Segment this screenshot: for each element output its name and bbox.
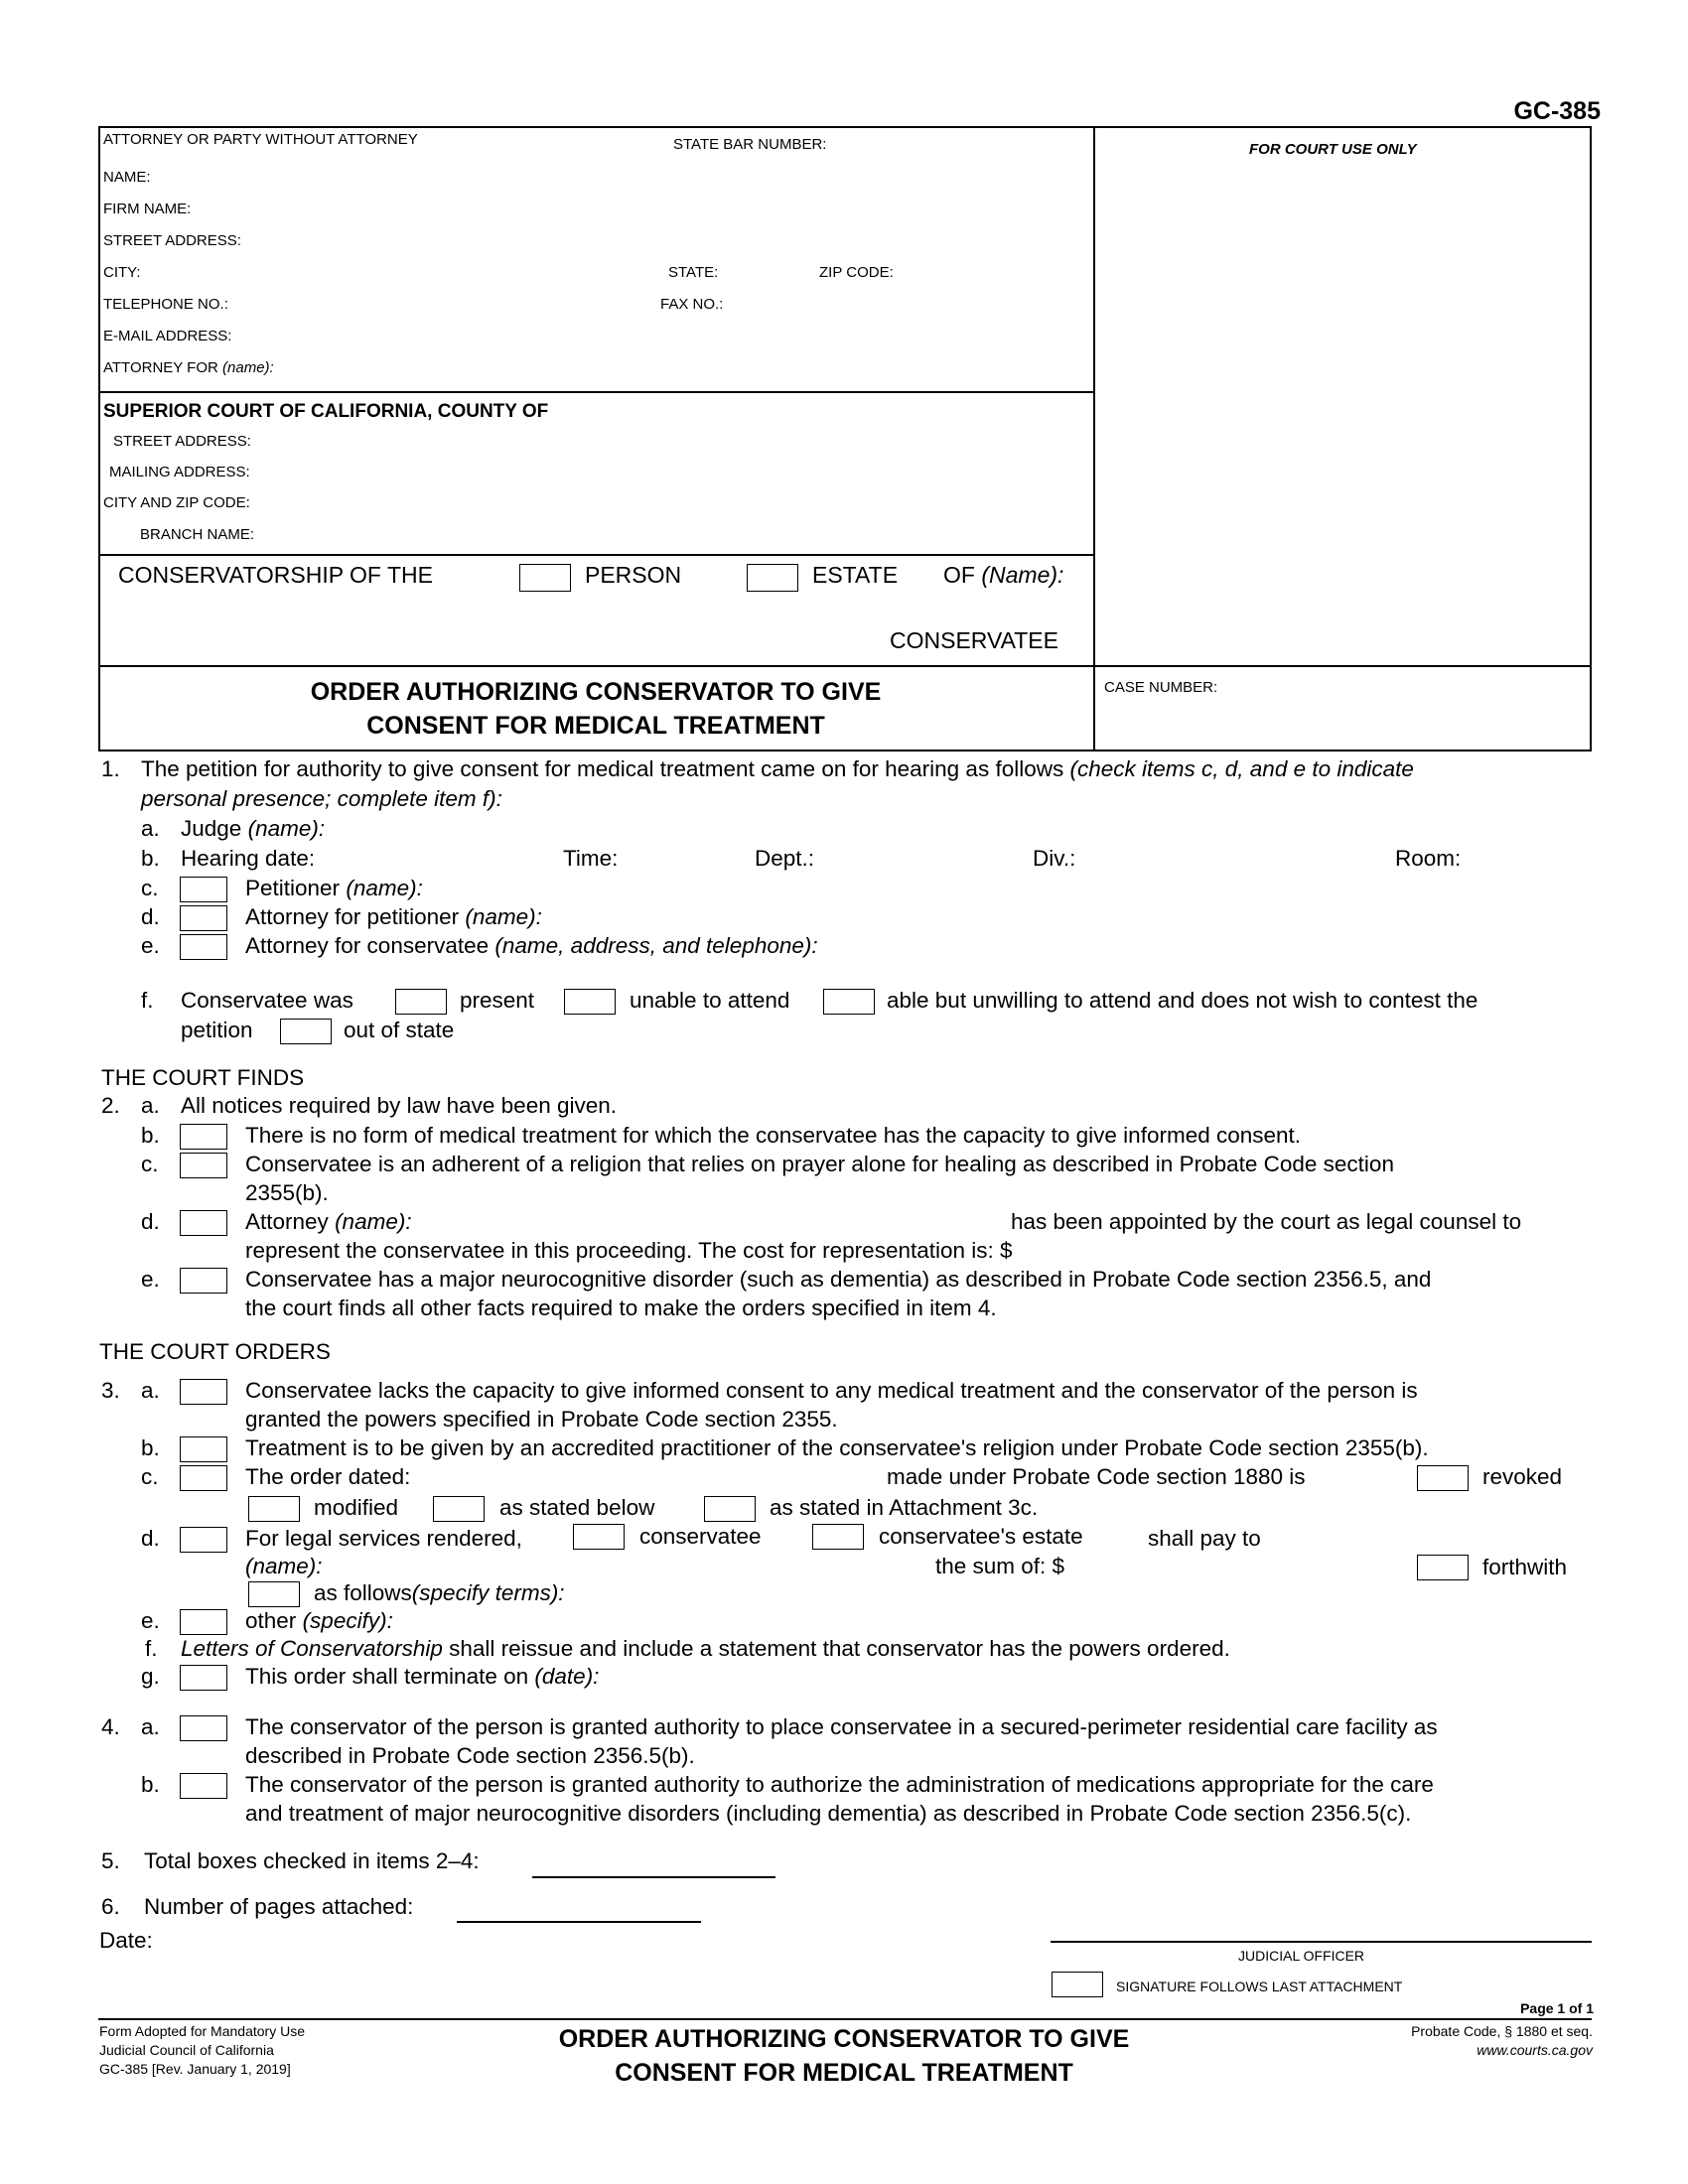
item2e-label: e. [141,1267,160,1292]
email-label: E-MAIL ADDRESS: [103,328,232,344]
signature-follows-label: SIGNATURE FOLLOWS LAST ATTACHMENT [1116,1979,1403,1994]
room-label: Room: [1395,846,1462,871]
item2b-label: b. [141,1123,160,1148]
footer-title [452,2022,1236,2090]
court-title-divider [98,554,1095,556]
conservatee-label: CONSERVATEE [890,627,1058,653]
footer-form-adopted: Form Adopted for Mandatory Use [99,2023,305,2039]
forthwith-label: forthwith [1482,1555,1568,1579]
item2c-label: c. [141,1152,159,1176]
conservatorship-label: CONSERVATORSHIP OF THE [118,562,433,588]
item2d-checkbox[interactable] [180,1210,227,1236]
item2d-label: d. [141,1209,160,1234]
item3d-label: d. [141,1526,160,1551]
item1f-label: f. [141,988,154,1013]
item1-text: The petition for authority to give consent for medical treatment came on for hearing as follows (check items c, d, and e to indicate [141,756,1414,781]
signature-line[interactable] [1051,1941,1592,1943]
item2b-checkbox[interactable] [180,1124,227,1150]
footer-website-link[interactable]: www.courts.ca.gov [1477,2042,1593,2058]
revoked-checkbox[interactable] [1417,1465,1469,1491]
item2c-checkbox[interactable] [180,1153,227,1178]
unable-checkbox[interactable] [564,989,616,1015]
court-heading: SUPERIOR COURT OF CALIFORNIA, COUNTY OF [103,401,549,422]
item4b-checkbox[interactable] [180,1773,227,1799]
estate-checkbox[interactable] [747,564,798,592]
item3a-text-line2: granted the powers specified in Probate Code section 2355. [245,1407,838,1432]
item1d-checkbox[interactable] [180,905,227,931]
item5-number: 5. [101,1848,120,1873]
item2b-text: There is no form of medical treatment for which the conservatee has the capacity to give informed consent. [245,1123,1302,1148]
modified-label: modified [314,1495,399,1520]
item1-text-line2: personal presence; complete item f): [141,786,502,811]
unwilling-label: able but unwilling to attend and does not wish to contest the [887,988,1478,1013]
state-label: STATE: [668,264,719,281]
attachment-3c-label: as stated in Attachment 3c. [770,1495,1039,1520]
item4a-text-line2: described in Probate Code section 2356.5(b). [245,1743,695,1768]
present-label: present [460,988,535,1013]
footer-title-line1: ORDER AUTHORIZING CONSERVATOR TO GIVE [558,2025,1130,2053]
item2c-text-line2: 2355(b). [245,1180,329,1205]
item4a-label: a. [141,1714,160,1739]
item3c-made-label: made under Probate Code section 1880 is [887,1464,1306,1489]
forthwith-checkbox[interactable] [1417,1555,1469,1580]
legal-services-label: For legal services rendered, [245,1526,522,1551]
item3e-text: other (specify): [245,1608,393,1633]
as-follows-label: as follows(specify terms): [314,1580,565,1605]
item3f-text: Letters of Conservatorship shall reissue and include a statement that conservator has the powers ordered. [181,1636,1230,1661]
item3e-checkbox[interactable] [180,1609,227,1635]
conservatee-was-label: Conservatee was [181,988,353,1013]
pay-estate-checkbox[interactable] [812,1524,864,1550]
sum-label: the sum of: $ [935,1554,1065,1578]
item1c-checkbox[interactable] [180,877,227,902]
as-stated-below-checkbox[interactable] [433,1496,485,1522]
item4b-text-line2: and treatment of major neurocognitive disorders (including dementia) as described in Probate Code section 2356.5(c). [245,1801,1412,1826]
item2a-label: a. [141,1093,160,1118]
item4a-checkbox[interactable] [180,1715,227,1741]
hearing-date-label: Hearing date: [181,846,316,871]
court-mailing-label: MAILING ADDRESS: [109,464,250,480]
out-of-state-label: out of state [344,1018,455,1042]
item4-number: 4. [101,1714,120,1739]
court-street-label: STREET ADDRESS: [113,433,251,450]
pay-conservatee-label: conservatee [639,1524,762,1549]
item2e-text: Conservatee has a major neurocognitive disorder (such as dementia) as described in Probate Code section 2356.5, and [245,1267,1432,1292]
unwilling-checkbox[interactable] [823,989,875,1015]
item1c-text: Petitioner (name): [245,876,423,900]
as-follows-checkbox[interactable] [248,1581,300,1607]
document-title [204,675,988,743]
item2e-checkbox[interactable] [180,1268,227,1294]
as-stated-below-label: as stated below [499,1495,655,1520]
item3c-label: c. [141,1464,159,1489]
court-use-only-label: FOR COURT USE ONLY [1249,141,1417,158]
zip-label: ZIP CODE: [819,264,894,281]
item3e-label: e. [141,1608,160,1633]
attorney-heading: ATTORNEY OR PARTY WITHOUT ATTORNEY [103,131,418,148]
item1d-label: d. [141,904,160,929]
fax-label: FAX NO.: [660,296,724,313]
item4b-label: b. [141,1772,160,1797]
item2a-text: All notices required by law have been given. [181,1093,618,1118]
item1c-label: c. [141,876,159,900]
form-number: GC-385 [1513,97,1601,125]
date-label: Date: [99,1928,153,1953]
modified-checkbox[interactable] [248,1496,300,1522]
name-label: NAME: [103,169,151,186]
item3g-text: This order shall terminate on (date): [245,1664,600,1689]
attorney-for-label: ATTORNEY FOR (name): [103,359,274,376]
item1e-text: Attorney for conservatee (name, address, and telephone): [245,933,818,958]
unable-label: unable to attend [630,988,790,1013]
item1d-text: Attorney for petitioner (name): [245,904,542,929]
firm-label: FIRM NAME: [103,201,192,217]
item1e-checkbox[interactable] [180,934,227,960]
item1-number: 1. [101,756,120,781]
item4b-text: The conservator of the person is granted authority to authorize the administration of medications appropriate for the care [245,1772,1434,1797]
present-checkbox[interactable] [395,989,447,1015]
item1a-text: Judge (name): [181,816,326,841]
footer-title-line2: CONSENT FOR MEDICAL TREATMENT [615,2059,1073,2087]
pay-estate-label: conservatee's estate [879,1524,1083,1549]
attorney-court-divider [98,391,1095,393]
item2d-text-line2: represent the conservatee in this proceeding. The cost for representation is: $ [245,1238,1013,1263]
court-orders-heading: THE COURT ORDERS [99,1339,331,1364]
pages-attached-field[interactable] [457,1921,701,1923]
item1e-label: e. [141,933,160,958]
item3-number: 3. [101,1378,120,1403]
item2-number: 2. [101,1093,120,1118]
person-checkbox[interactable] [519,564,571,592]
case-number-label: CASE NUMBER: [1104,679,1218,696]
total-boxes-field[interactable] [532,1876,775,1878]
pay-to-name-label: (name): [245,1554,323,1578]
time-label: Time: [563,846,619,871]
document-title-line2: CONSENT FOR MEDICAL TREATMENT [366,712,825,740]
item3a-checkbox[interactable] [180,1379,227,1405]
item5-text: Total boxes checked in items 2–4: [144,1848,480,1873]
item4a-text: The conservator of the person is granted authority to place conservatee in a secured-perimeter residential care facility as [245,1714,1438,1739]
footer-probate-code: Probate Code, § 1880 et seq. [1411,2023,1593,2039]
page-number: Page 1 of 1 [1520,2000,1594,2016]
item2e-text-line2: the court finds all other facts required to make the orders specified in item 4. [245,1296,997,1320]
city-label: CITY: [103,264,141,281]
court-branch-label: BRANCH NAME: [140,526,255,543]
item3d-checkbox[interactable] [180,1527,227,1553]
caption-divider [1093,126,1095,751]
item6-text: Number of pages attached: [144,1894,414,1919]
signature-follows-checkbox[interactable] [1052,1972,1103,1997]
item3g-checkbox[interactable] [180,1665,227,1691]
item3b-text: Treatment is to be given by an accredited practitioner of the conservatee's religion under Probate Code section 2355(b). [245,1435,1429,1460]
caption-frame [98,126,1592,751]
state-bar-label: STATE BAR NUMBER: [673,136,827,153]
item3a-text: Conservatee lacks the capacity to give informed consent to any medical treatment and the conservator of the person is [245,1378,1418,1403]
title-row-divider [98,665,1592,667]
revoked-label: revoked [1482,1464,1563,1489]
petition-label: petition [181,1018,253,1042]
footer-judicial-council: Judicial Council of California [99,2042,274,2058]
order-dated-label: The order dated: [245,1464,411,1489]
attachment-3c-checkbox[interactable] [704,1496,756,1522]
item6-number: 6. [101,1894,120,1919]
person-label: PERSON [585,562,682,588]
out-of-state-checkbox[interactable] [280,1019,332,1044]
telephone-label: TELEPHONE NO.: [103,296,228,313]
item3a-label: a. [141,1378,160,1403]
dept-label: Dept.: [755,846,815,871]
footer-rule [98,2018,1592,2020]
item2d-text-b: has been appointed by the court as legal counsel to [1011,1209,1522,1234]
item3f-label: f. [145,1636,158,1661]
judicial-officer-label: JUDICIAL OFFICER [1238,1948,1365,1964]
estate-label: ESTATE [812,562,899,588]
pay-conservatee-checkbox[interactable] [573,1524,625,1550]
item3b-checkbox[interactable] [180,1436,227,1462]
item3c-checkbox[interactable] [180,1465,227,1491]
div-label: Div.: [1033,846,1076,871]
document-title-line1: ORDER AUTHORIZING CONSERVATOR TO GIVE [310,678,882,706]
court-finds-heading: THE COURT FINDS [101,1065,305,1090]
item1b-label: b. [141,846,160,871]
street-label: STREET ADDRESS: [103,232,241,249]
shall-pay-label: shall pay to [1148,1526,1261,1551]
item2c-text: Conservatee is an adherent of a religion that relies on prayer alone for healing as described in Probate Code section [245,1152,1394,1176]
item1a-label: a. [141,816,160,841]
item2d-text: Attorney (name): [245,1209,412,1234]
court-city-zip-label: CITY AND ZIP CODE: [103,494,250,511]
footer-right [1411,2022,1593,2060]
item3b-label: b. [141,1435,160,1460]
footer-left [99,2022,305,2079]
item3g-label: g. [141,1664,160,1689]
of-name-label: OF (Name): [943,562,1064,588]
footer-form-rev: GC-385 [Rev. January 1, 2019] [99,2061,291,2077]
